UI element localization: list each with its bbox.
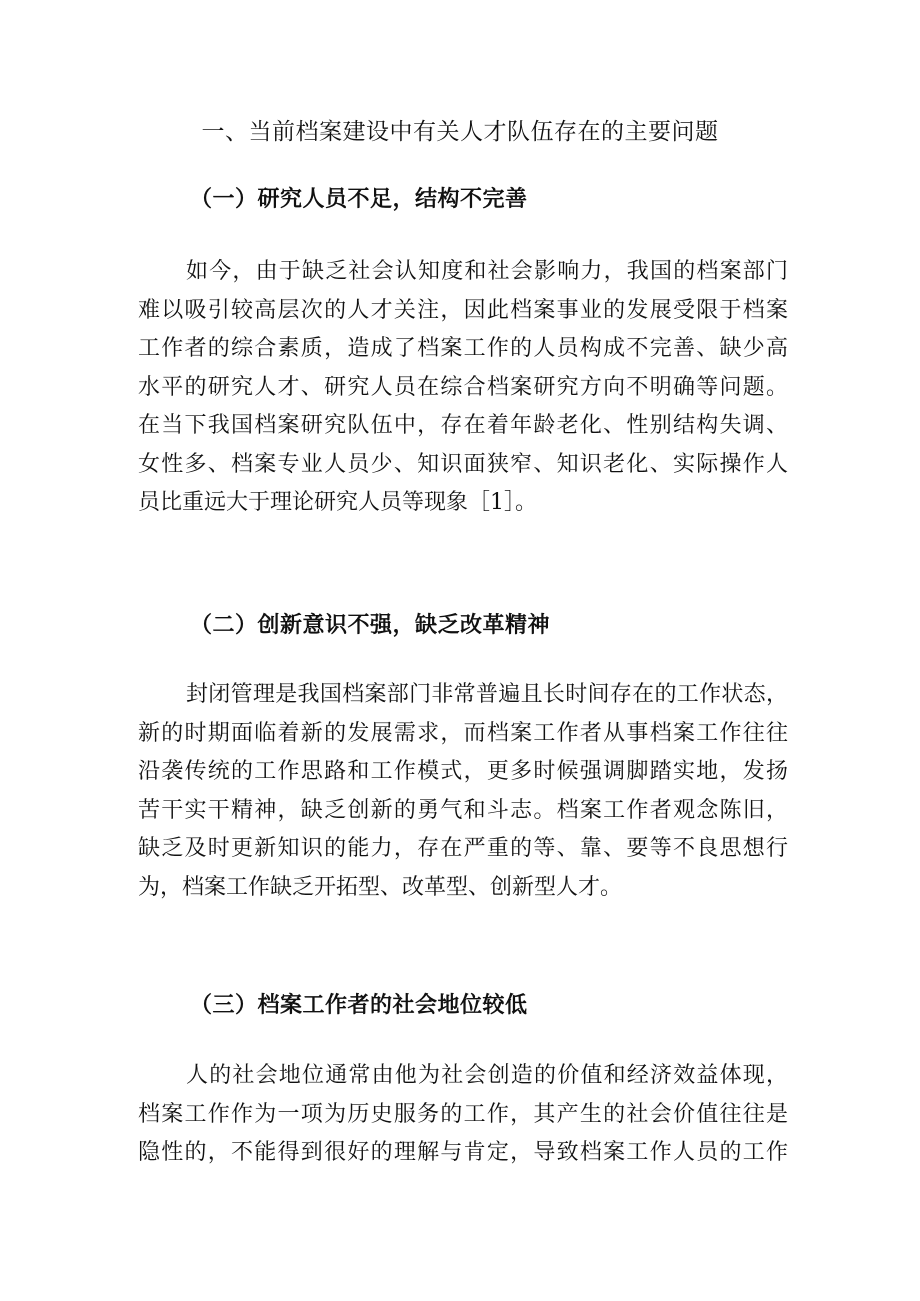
paragraph-line: 水平的研究人才、研究人员在综合档案研究方向不明确等问题。 [138, 374, 788, 400]
section-heading-2: （二）创新意识不强，缺乏改革精神 [190, 612, 551, 638]
paragraph-2 [138, 676, 788, 907]
document-title: 一、当前档案建设中有关人才队伍存在的主要问题 [201, 119, 719, 145]
paragraph-1 [138, 253, 788, 523]
paragraph-line: 新的时期面临着新的发展需求，而档案工作者从事档案工作往往 [138, 720, 788, 746]
section-heading-3: （三）档案工作者的社会地位较低 [190, 992, 528, 1018]
paragraph-line: 沿袭传统的工作思路和工作模式，更多时候强调脚踏实地，发扬 [138, 759, 788, 784]
section-heading-1: （一）研究人员不足，结构不完善 [190, 186, 528, 212]
paragraph-line: 人的社会地位通常由他为社会创造的价值和经济效益体现， [186, 1063, 788, 1088]
paragraph-line: 在当下我国档案研究队伍中，存在着年龄老化、性别结构失调、 [138, 413, 788, 438]
paragraph-line: 员比重远大于理论研究人员等现象［1］。 [138, 490, 537, 515]
paragraph-line: 为，档案工作缺乏开拓型、改革型、创新型人才。 [138, 874, 623, 900]
paragraph-line: 难以吸引较高层次的人才关注，因此档案事业的发展受限于档案 [138, 297, 788, 323]
paragraph-line: 女性多、档案专业人员少、知识面狭窄、知识老化、实际操作人 [138, 451, 788, 477]
paragraph-line: 工作者的综合素质，造成了档案工作的人员构成不完善、缺少高 [138, 336, 788, 361]
paragraph-line: 缺乏及时更新知识的能力，存在严重的等、靠、要等不良思想行 [138, 836, 788, 861]
paragraph-line: 苦干实干精神，缺乏创新的勇气和斗志。档案工作者观念陈旧， [138, 797, 788, 823]
paragraph-line: 如今，由于缺乏社会认知度和社会影响力，我国的档案部门 [186, 259, 788, 284]
paragraph-line: 封闭管理是我国档案部门非常普遍且长时间存在的工作状态， [186, 682, 788, 707]
paragraph-line: 隐性的，不能得到很好的理解与肯定，导致档案工作人员的工作 [138, 1140, 788, 1165]
paragraph-line: 档案工作作为一项为历史服务的工作，其产生的社会价值往往是 [138, 1101, 788, 1127]
paragraph-3 [138, 1057, 788, 1173]
